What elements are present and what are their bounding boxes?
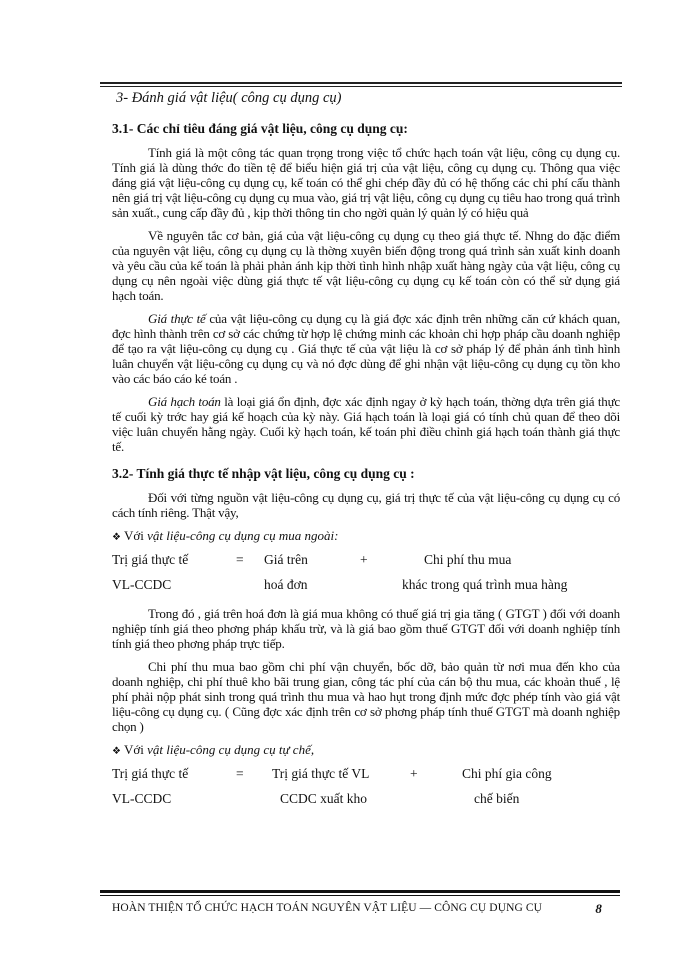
formula-1-row-2: VL-CCDC hoá đơn khác trong quá trình mua hàng [112, 577, 568, 592]
formula-1-row-1: Trị giá thực tế = Giá trên + Chi phí thu mua [112, 552, 512, 567]
footer-title: HOÀN THIỆN TỔ CHỨC HẠCH TOÁN NGUYÊN VẬT LIỆU — CÔNG CỤ DỤNG CỤ [112, 902, 543, 914]
diamond-bullet-icon: ❖ [112, 532, 121, 543]
diamond-bullet-icon: ❖ [112, 746, 121, 757]
section-title: 3- Đánh giá vật liệu( công cụ dụng cụ) [116, 90, 342, 106]
top-rule [100, 82, 622, 84]
paragraph-3 [112, 311, 620, 386]
subsection-title-3-2: 3.2- Tính giá thực tế nhập vật liệu, công cụ dụng cụ : [112, 466, 415, 481]
formula-2-row-1: Trị giá thực tế = Trị giá thực tế VL + Chi phí gia công [112, 766, 552, 781]
paragraph-5: Đối với từng nguồn vật liệu-công cụ dụng cụ, giá trị thực tế của vật liệu-công cụ dụng cụ có cách tính riêng. Thật vậy, [112, 490, 620, 520]
bullet-tu-che: ❖ Với vật liệu-công cụ dụng cụ tự chế, [112, 742, 315, 757]
subsection-title-3-1: 3.1- Các chỉ tiêu đáng giá vật liệu, công cụ dụng cụ: [112, 121, 408, 136]
paragraph-6: Trong đó , giá trên hoá đơn là giá mua không có thuế giá trị gia tăng ( GTGT ) đối với doanh nghiệp tính giá theo phơng pháp khấu trừ, và là giá bao gồm thuế GTGT đối với doanh nghiệp tính tính giá theo phơng pháp trực tiếp. [112, 606, 620, 651]
paragraph-3-text: của vật liệu-công cụ dụng cụ là giá đợc xác định trên những căn cứ khách quan, đợc hình thành trên cơ sở các chứng từ hợp lệ chứng minh các khoản chi hợp pháp cầu doanh nghiệp để tạo ra vật liệu-công cụ dụng cụ . Giá thực tế của vật liệu là cơ sở pháp lý để phản ánh tình hình luân chuyển vật liệu-công cụ dụng cụ và nó đợc dùng để ghi nhận vật liệu-công cụ dụng cụ tồn kho vào các báo cáo ké toán . [112, 311, 620, 386]
term-gia-thuc-te: Giá thực tế [148, 311, 206, 326]
paragraph-7: Chi phí thu mua bao gồm chi phí vận chuyển, bốc dỡ, bảo quản từ nơi mua đến kho của doanh nghiệp, chi phí thuê kho bãi trung gian, công tác phí của cán bộ thu mua, các khoản thuế , lệ phí phải nộp phát sinh trong quá trình thu mua và hao hụt trong định mức đợc phép tính vào giá vật liệu-công cụ dụng cụ. ( Cũng đợc xác định trên cơ sở phơng pháp tính thuế GTGT mà doanh nghiệp chọn ) [112, 659, 620, 734]
top-rule-thin [100, 86, 622, 87]
term-gia-hach-toan: Giá hạch toán [148, 394, 221, 409]
paragraph-1: Tính giá là một công tác quan trọng trong việc tổ chức hạch toán vật liệu, công cụ dụng cụ. Tính giá là dùng thớc đo tiền tệ để biểu hiện giá trị của vật liệu, công cụ dụng cụ. Thông qua việc đáng giá vật liệu-công cụ dụng cụ, kế toán có thể ghi chép đầy đủ có hệ thống các chi phí cấu thành nên giá trị vật liệu-công cụ dụng cụ mua vào, giá trị vật liệu, công cụ dụng cụ tiêu hao trong quá trình sản xuất., cung cấp đầy đủ , kịp thời thông tin cho ngời quản lý quản lý có hiệu quả [112, 145, 620, 220]
footer-rule-thin [100, 895, 620, 896]
document-page [112, 90, 620, 810]
formula-2-row-2: VL-CCDC CCDC xuất kho chế biến [112, 791, 520, 806]
paragraph-4-text: là loại giá ổn định, đợc xác định ngay ở kỳ hạch toán, thờng dựa trên giá thực tế cuối kỳ trớc hay giá kế hoạch của kỳ này. Giá hạch toán là loại giá có tính chủ quan để theo dõi việc luân chuyển hằng ngày. Cuối kỳ hạch toán, kế toán phỉ điều chỉnh giá hạch toán thành giá thực tế. [112, 394, 620, 454]
page-footer [112, 902, 612, 914]
page-number: 8 [595, 901, 602, 916]
paragraph-2: Về nguyên tắc cơ bản, giá của vật liệu-công cụ dụng cụ theo giá thực tế. Nhng do đặc điểm của nguyên vật liệu, công cụ dụng cụ là thờng xuyên biến động trong quá trình sản xuất kinh doanh và yêu cầu của kế toán là phải phản ánh kịp thời tình hình nhập xuất hàng ngày của vật liệu, công cụ dụng cụ nên ngoài việc dùng giá thực tế vật liệu-công cụ dụng cụ kế toán còn có thể sử dụng giá hạch toán. [112, 228, 620, 303]
paragraph-4 [112, 394, 620, 454]
footer-rule-thick [100, 890, 620, 893]
bullet-mua-ngoai: ❖ Với vật liệu-công cụ dụng cụ mua ngoài: [112, 528, 339, 543]
